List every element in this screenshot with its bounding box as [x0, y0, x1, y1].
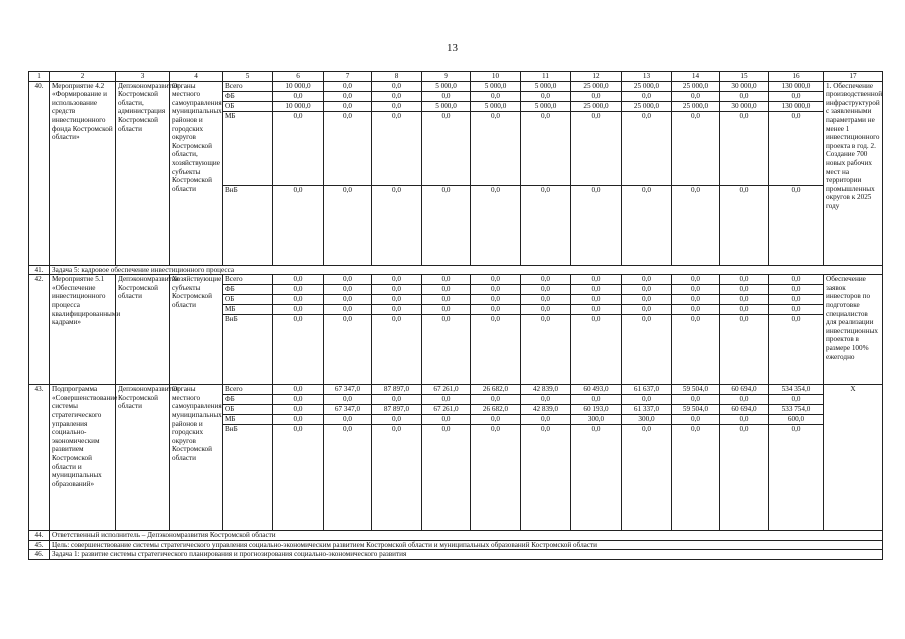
amount-cell: 0,0	[622, 91, 672, 101]
row-number: 41.	[29, 265, 50, 275]
amount-cell: 0,0	[324, 111, 372, 185]
amount-cell: 0,0	[769, 185, 824, 265]
amount-cell: 0,0	[471, 395, 521, 405]
amount-cell: 0,0	[672, 185, 720, 265]
indicator: 1. Обеспечение производственной инфраструктурой с заявленными параметрами не менее 1 инвестиционного проекта в год. 2. Создание 700 новых рабочих мест на территории промышленных округов к 2025 году	[824, 81, 883, 265]
funding-source: ВнБ	[223, 315, 273, 385]
amount-cell: 0,0	[422, 305, 471, 315]
table-row	[29, 275, 883, 285]
amount-cell: 0,0	[720, 91, 769, 101]
amount-cell: 25 000,0	[672, 81, 720, 91]
amount-cell: 0,0	[324, 315, 372, 385]
amount-cell: 25 000,0	[622, 81, 672, 91]
amount-cell: 0,0	[372, 275, 422, 285]
amount-cell: 0,0	[720, 185, 769, 265]
amount-cell: 0,0	[372, 425, 422, 531]
section-text: Задача 1: развитие системы стратегического планирования и прогнозирования социально-экономического развития	[50, 550, 883, 560]
measure-name: Мероприятие 5.1 «Обеспечение инвестиционного процесса квалифицированными кадрами»	[50, 275, 116, 385]
amount-cell: 0,0	[622, 285, 672, 295]
amount-cell: 0,0	[521, 275, 571, 285]
measure-name: Мероприятие 4.2 «Формирование и использование средств инвестиционного фонда Костромской области»	[50, 81, 116, 265]
funding-source: ФБ	[223, 91, 273, 101]
amount-cell: 26 682,0	[471, 385, 521, 395]
amount-cell: 0,0	[324, 185, 372, 265]
amount-cell: 0,0	[372, 101, 422, 111]
amount-cell: 0,0	[622, 295, 672, 305]
amount-cell: 30 000,0	[720, 101, 769, 111]
amount-cell: 0,0	[769, 275, 824, 285]
executor: Депэкономразвития Костромской области	[116, 385, 170, 531]
amount-cell: 0,0	[720, 425, 769, 531]
amount-cell: 0,0	[672, 275, 720, 285]
amount-cell: 0,0	[372, 305, 422, 315]
page-number: 13	[447, 42, 458, 54]
amount-cell: 0,0	[422, 111, 471, 185]
amount-cell: 25 000,0	[672, 101, 720, 111]
amount-cell: 5 000,0	[422, 101, 471, 111]
amount-cell: 0,0	[521, 111, 571, 185]
column-header: 12	[571, 72, 622, 82]
funding-source: Всего	[223, 385, 273, 395]
amount-cell: 0,0	[571, 395, 622, 405]
amount-cell: 42 839,0	[521, 385, 571, 395]
amount-cell: 0,0	[769, 111, 824, 185]
amount-cell: 0,0	[422, 285, 471, 295]
amount-cell: 0,0	[571, 425, 622, 531]
amount-cell: 0,0	[720, 111, 769, 185]
amount-cell: 0,0	[471, 185, 521, 265]
column-header: 1	[29, 72, 50, 82]
section-text: Цель: совершенствование системы стратегического управления социально-экономическим развитием Костромской области и муниципальных образований Костромской области	[50, 540, 883, 550]
amount-cell: 0,0	[521, 395, 571, 405]
amount-cell: 67 261,0	[422, 405, 471, 415]
amount-cell: 300,0	[571, 415, 622, 425]
amount-cell: 0,0	[273, 395, 324, 405]
amount-cell: 67 261,0	[422, 385, 471, 395]
amount-cell: 533 754,0	[769, 405, 824, 415]
amount-cell: 0,0	[324, 295, 372, 305]
amount-cell: 0,0	[720, 285, 769, 295]
amount-cell: 0,0	[471, 425, 521, 531]
amount-cell: 0,0	[521, 285, 571, 295]
amount-cell: 0,0	[720, 395, 769, 405]
amount-cell: 60 493,0	[571, 385, 622, 395]
amount-cell: 61 637,0	[622, 385, 672, 395]
amount-cell: 59 504,0	[672, 405, 720, 415]
amount-cell: 0,0	[372, 415, 422, 425]
executor: Депэкономразвития Костромской области, администрация Костромской области	[116, 81, 170, 265]
participants: Органы местного самоуправления муниципальных районов и городских округов Костромской области, хозяйствующие субъекты Костромской области	[170, 81, 223, 265]
amount-cell: 0,0	[471, 285, 521, 295]
amount-cell: 0,0	[324, 275, 372, 285]
amount-cell: 0,0	[521, 415, 571, 425]
column-header: 2	[50, 72, 116, 82]
funding-source: МБ	[223, 305, 273, 315]
amount-cell: 0,0	[769, 315, 824, 385]
amount-cell: 0,0	[471, 111, 521, 185]
amount-cell: 67 347,0	[324, 405, 372, 415]
amount-cell: 0,0	[324, 91, 372, 101]
amount-cell: 0,0	[521, 305, 571, 315]
amount-cell: 0,0	[273, 405, 324, 415]
amount-cell: 0,0	[324, 425, 372, 531]
amount-cell: 130 000,0	[769, 101, 824, 111]
amount-cell: 0,0	[273, 185, 324, 265]
row-number: 44.	[29, 531, 50, 541]
amount-cell: 0,0	[324, 305, 372, 315]
amount-cell: 0,0	[422, 395, 471, 405]
amount-cell: 60 193,0	[571, 405, 622, 415]
amount-cell: 0,0	[324, 81, 372, 91]
amount-cell: 0,0	[571, 275, 622, 285]
amount-cell: 0,0	[720, 415, 769, 425]
row-number: 46.	[29, 550, 50, 560]
amount-cell: 0,0	[672, 395, 720, 405]
participants: Органы местного самоуправления муниципальных районов и городских округов Костромской области	[170, 385, 223, 531]
amount-cell: 0,0	[471, 415, 521, 425]
amount-cell: 0,0	[521, 185, 571, 265]
funding-source: МБ	[223, 415, 273, 425]
amount-cell: 42 839,0	[521, 405, 571, 415]
amount-cell: 0,0	[372, 285, 422, 295]
funding-source: ОБ	[223, 295, 273, 305]
amount-cell: 0,0	[622, 275, 672, 285]
amount-cell: 59 504,0	[672, 385, 720, 395]
amount-cell: 0,0	[372, 81, 422, 91]
table-row	[29, 81, 883, 91]
amount-cell: 25 000,0	[622, 101, 672, 111]
column-header: 7	[324, 72, 372, 82]
amount-cell: 300,0	[622, 415, 672, 425]
amount-cell: 0,0	[324, 395, 372, 405]
amount-cell: 0,0	[372, 111, 422, 185]
amount-cell: 0,0	[422, 275, 471, 285]
table-row	[29, 385, 883, 395]
column-header: 3	[116, 72, 170, 82]
amount-cell: 0,0	[521, 295, 571, 305]
amount-cell: 0,0	[273, 91, 324, 101]
amount-cell: 5 000,0	[521, 81, 571, 91]
column-header: 5	[223, 72, 273, 82]
funding-source: Всего	[223, 275, 273, 285]
amount-cell: 61 337,0	[622, 405, 672, 415]
row-number: 42.	[29, 275, 50, 385]
amount-cell: 0,0	[571, 305, 622, 315]
amount-cell: 0,0	[471, 315, 521, 385]
amount-cell: 0,0	[672, 425, 720, 531]
amount-cell: 534 354,0	[769, 385, 824, 395]
amount-cell: 0,0	[422, 415, 471, 425]
table-row	[29, 550, 883, 560]
amount-cell: 0,0	[672, 315, 720, 385]
amount-cell: 0,0	[422, 315, 471, 385]
amount-cell: 0,0	[622, 111, 672, 185]
column-header: 14	[672, 72, 720, 82]
column-header: 13	[622, 72, 672, 82]
amount-cell: 5 000,0	[521, 101, 571, 111]
amount-cell: 0,0	[324, 415, 372, 425]
amount-cell: 0,0	[720, 295, 769, 305]
row-number: 45.	[29, 540, 50, 550]
indicator: Обеспечение заявок инвесторов по подготовке специалистов для реализации инвестиционных проектов в размере 100% ежегодно	[824, 275, 883, 385]
amount-cell: 0,0	[571, 285, 622, 295]
amount-cell: 0,0	[622, 425, 672, 531]
program-table	[28, 71, 883, 560]
amount-cell: 30 000,0	[720, 81, 769, 91]
amount-cell: 0,0	[622, 185, 672, 265]
amount-cell: 67 347,0	[324, 385, 372, 395]
column-header: 15	[720, 72, 769, 82]
amount-cell: 0,0	[273, 275, 324, 285]
amount-cell: 130 000,0	[769, 81, 824, 91]
amount-cell: 0,0	[672, 285, 720, 295]
amount-cell: 0,0	[672, 111, 720, 185]
amount-cell: 0,0	[720, 275, 769, 285]
amount-cell: 0,0	[622, 395, 672, 405]
participants: Хозяйствующие субъекты Костромской области	[170, 275, 223, 385]
amount-cell: 0,0	[769, 305, 824, 315]
measure-name: Подпрограмма «Совершенствование системы стратегического управления социально-экономическим развитием Костромской области и муниципальных образований»	[50, 385, 116, 531]
column-header: 6	[273, 72, 324, 82]
column-header: 17	[824, 72, 883, 82]
amount-cell: 0,0	[471, 275, 521, 285]
table-row	[29, 531, 883, 541]
amount-cell: 0,0	[273, 305, 324, 315]
amount-cell: 0,0	[422, 185, 471, 265]
amount-cell: 0,0	[769, 285, 824, 295]
column-header: 16	[769, 72, 824, 82]
amount-cell: 5 000,0	[471, 101, 521, 111]
amount-cell: 5 000,0	[471, 81, 521, 91]
amount-cell: 0,0	[521, 91, 571, 101]
funding-source: ФБ	[223, 285, 273, 295]
amount-cell: 25 000,0	[571, 101, 622, 111]
section-text: Ответственный исполнитель – Депэкономразвития Костромской области	[50, 531, 883, 541]
amount-cell: 10 000,0	[273, 81, 324, 91]
amount-cell: 0,0	[622, 315, 672, 385]
amount-cell: 0,0	[372, 91, 422, 101]
amount-cell: 25 000,0	[571, 81, 622, 91]
amount-cell: 0,0	[769, 425, 824, 531]
amount-cell: 0,0	[324, 101, 372, 111]
amount-cell: 87 897,0	[372, 405, 422, 415]
amount-cell: 0,0	[571, 315, 622, 385]
column-header: 10	[471, 72, 521, 82]
amount-cell: 0,0	[422, 91, 471, 101]
amount-cell: 87 897,0	[372, 385, 422, 395]
column-header: 4	[170, 72, 223, 82]
executor: Депэкономразвития Костромской области	[116, 275, 170, 385]
amount-cell: 600,0	[769, 415, 824, 425]
amount-cell: 0,0	[324, 285, 372, 295]
amount-cell: 0,0	[521, 425, 571, 531]
column-header: 11	[521, 72, 571, 82]
amount-cell: 0,0	[769, 91, 824, 101]
amount-cell: 0,0	[672, 415, 720, 425]
header-row	[29, 72, 883, 82]
amount-cell: 26 682,0	[471, 405, 521, 415]
amount-cell: 0,0	[273, 315, 324, 385]
amount-cell: 0,0	[273, 111, 324, 185]
amount-cell: 0,0	[571, 185, 622, 265]
amount-cell: 0,0	[471, 295, 521, 305]
section-text: Задача 5: кадровое обеспечение инвестиционного процесса	[50, 265, 883, 275]
amount-cell: 0,0	[273, 425, 324, 531]
funding-source: ОБ	[223, 405, 273, 415]
table-body	[29, 72, 883, 560]
column-header: 9	[422, 72, 471, 82]
funding-source: Всего	[223, 81, 273, 91]
amount-cell: 0,0	[273, 415, 324, 425]
amount-cell: 0,0	[471, 305, 521, 315]
indicator: Х	[824, 385, 883, 531]
amount-cell: 0,0	[720, 305, 769, 315]
amount-cell: 0,0	[372, 295, 422, 305]
amount-cell: 0,0	[769, 295, 824, 305]
amount-cell: 10 000,0	[273, 101, 324, 111]
row-number: 40.	[29, 81, 50, 265]
amount-cell: 0,0	[372, 315, 422, 385]
amount-cell: 0,0	[273, 385, 324, 395]
funding-source: ОБ	[223, 101, 273, 111]
amount-cell: 0,0	[672, 91, 720, 101]
funding-source: ВнБ	[223, 425, 273, 531]
row-number: 43.	[29, 385, 50, 531]
amount-cell: 0,0	[422, 295, 471, 305]
amount-cell: 0,0	[273, 295, 324, 305]
amount-cell: 0,0	[720, 315, 769, 385]
amount-cell: 0,0	[471, 91, 521, 101]
funding-source: МБ	[223, 111, 273, 185]
amount-cell: 0,0	[571, 91, 622, 101]
funding-source: ВнБ	[223, 185, 273, 265]
amount-cell: 0,0	[769, 395, 824, 405]
table-row	[29, 265, 883, 275]
amount-cell: 0,0	[672, 295, 720, 305]
column-header: 8	[372, 72, 422, 82]
amount-cell: 0,0	[571, 111, 622, 185]
amount-cell: 0,0	[622, 305, 672, 315]
funding-source: ФБ	[223, 395, 273, 405]
amount-cell: 0,0	[273, 285, 324, 295]
amount-cell: 0,0	[521, 315, 571, 385]
amount-cell: 0,0	[571, 295, 622, 305]
table-row	[29, 540, 883, 550]
amount-cell: 0,0	[422, 425, 471, 531]
amount-cell: 5 000,0	[422, 81, 471, 91]
amount-cell: 0,0	[372, 185, 422, 265]
amount-cell: 0,0	[672, 305, 720, 315]
amount-cell: 60 694,0	[720, 385, 769, 395]
amount-cell: 0,0	[372, 395, 422, 405]
amount-cell: 60 694,0	[720, 405, 769, 415]
